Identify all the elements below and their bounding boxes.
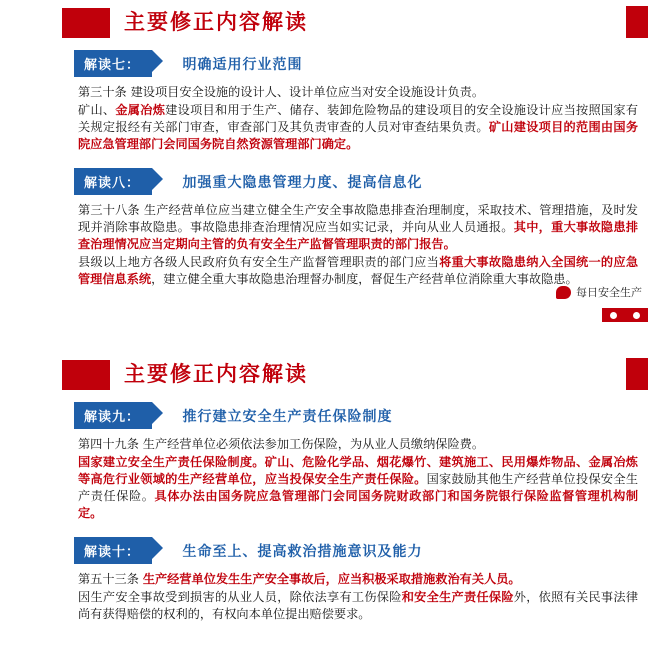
text-run: 第三十八条 生产经营单位应当建立健全生产安全事故隐患排查治理制度，采取技术、管理措施，及时发现并消除事故隐患。事故隐患排查治理情况应当如实记录，并向从业人员通报。 (78, 203, 638, 234)
section-10-body (78, 571, 638, 623)
paragraph (78, 571, 638, 588)
paragraph (78, 254, 638, 288)
header-accent-bar-right (626, 6, 648, 38)
text-run: 第三十条 建设项目安全设施的设计人、设计单位应当对安全设施设计负责。 (78, 85, 485, 99)
paragraph (78, 589, 638, 623)
nav-dot-2[interactable] (633, 312, 640, 319)
emphasis-red: 生产经营单位发生生产安全事故后，应当积极采取措施救治有关人员。 (142, 572, 521, 586)
slide-gap (0, 330, 666, 352)
emphasis-red: 其中，重大事故隐患排查治理情况应当定期向主管的负有安全生产监督管理职责的部门报告。 (78, 220, 639, 251)
emphasis-red: 矿山建设项目的范围由国务院应急管理部门会同国务院自然资源管理部门确定。 (78, 120, 639, 151)
text-run: 因生产安全事故受到损害的从业人员，除依法享有工伤保险 (78, 590, 402, 604)
section-7-title: 明确适用行业范围 (182, 57, 303, 73)
wechat-footer (556, 284, 642, 300)
text-run: 第四十九条 生产经营单位必须依法参加工伤保险，为从业人员缴纳保险费。 (78, 437, 485, 451)
emphasis-red: 金属冶炼 (115, 103, 166, 117)
section-9-tag: 解读九： (74, 402, 152, 429)
header-accent-bar-left (62, 8, 110, 38)
slide-1-header (0, 0, 666, 50)
section-8-tag: 解读八： (74, 168, 152, 195)
emphasis-red: 具体办法由国务院应急管理部门会同国务院财政部门和国务院银行保险监督管理机构制定。 (78, 489, 639, 520)
section-8-title: 加强重大隐患管理力度、提高信息化 (182, 175, 423, 191)
slide-1-title: 主要修正内容解读 (124, 10, 308, 34)
slide-nav-dots[interactable] (602, 308, 648, 322)
paragraph (78, 102, 638, 153)
section-8-head (74, 168, 666, 196)
section-10-title: 生命至上、提高救治措施意识及能力 (182, 544, 423, 560)
text-run: 第五十三条 (78, 572, 143, 586)
section-jiedu-7 (0, 50, 666, 153)
section-9-body (78, 436, 638, 522)
section-7-body (78, 84, 638, 153)
spacer-1 (0, 154, 666, 168)
text-run: 县级以上地方各级人民政府负有安全生产监督管理职责的部门应当 (78, 255, 440, 269)
spacer-2 (0, 523, 666, 537)
section-7-tag: 解读七： (74, 50, 152, 77)
slide-2-title: 主要修正内容解读 (124, 362, 308, 386)
header-accent-bar-right-2 (626, 358, 648, 390)
section-9-title: 推行建立安全生产责任保险制度 (182, 409, 393, 425)
paragraph (78, 436, 638, 453)
paragraph (78, 202, 638, 253)
text-run: 国家鼓励其他生产经营单位投保安全生产责任保险。 (78, 472, 639, 503)
section-10-tag: 解读十： (74, 537, 152, 564)
section-7-head (74, 50, 666, 78)
nav-dot-1[interactable] (610, 312, 617, 319)
emphasis-red: 和安全生产责任保险 (401, 590, 514, 604)
section-10-head (74, 537, 666, 565)
section-jiedu-10 (0, 537, 666, 623)
emphasis-red: 国家建立安全生产责任保险制度。矿山、危险化学品、烟花爆竹、建筑施工、民用爆炸物品、金属冶炼等高危行业领域的生产经营单位，应当投保安全生产责任保险。 (78, 455, 638, 486)
emphasis-red: 将重大事故隐患纳入全国统一的应急管理信息系统 (78, 255, 639, 286)
text-run: 外，依照有关民事法律尚有获得赔偿的权利的，有权向本单位提出赔偿要求。 (78, 590, 639, 621)
slide-2-header (0, 352, 666, 402)
slide-2 (0, 352, 666, 646)
section-jiedu-9 (0, 402, 666, 522)
section-jiedu-8 (0, 168, 666, 288)
section-9-head (74, 402, 666, 430)
paragraph (78, 454, 638, 522)
text-run: ，建立健全重大事故隐患治理督办制度，督促生产经营单位消除重大事故隐患。 (151, 272, 578, 286)
wechat-account-name: 每日安全生产 (576, 286, 642, 299)
section-8-body (78, 202, 638, 288)
text-run: 建设项目和用于生产、储存、装卸危险物品的建设项目的安全设施设计应当按照国家有关规定报经有关部门审查，审查部门及其负责审查的人员对审查结果负责。 (78, 103, 639, 134)
header-accent-bar-left-2 (62, 360, 110, 390)
paragraph (78, 84, 638, 101)
wechat-icon (556, 286, 571, 299)
text-run: 矿山、 (78, 103, 116, 117)
